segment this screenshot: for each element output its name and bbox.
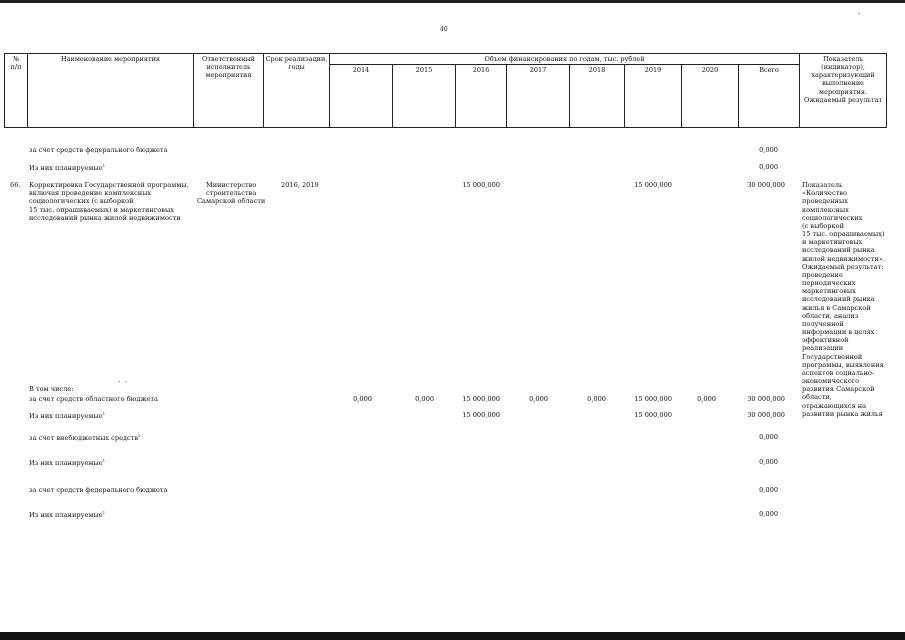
- federal-planned-label: Из них планируемые$^1$: [29, 510, 106, 520]
- regional-2018: 0,000: [587, 395, 606, 403]
- col-year-2016: 2016: [456, 65, 507, 128]
- federal-planned-total: 0,000: [759, 510, 778, 518]
- regional-2015: 0,000: [415, 395, 434, 403]
- scan-speck: ': [858, 12, 860, 20]
- extra-total: 0,000: [759, 433, 778, 441]
- regional-label: за счет средств областного бюджета: [29, 395, 158, 403]
- item-indicator: Показатель «Количество проведенных комплексных социологических (с выборкой 15 тыс. опрашиваемых) и маркетинговых исследований рынка жилой недвижимости». Ожидаемый результат: проведение периодических маркетинговых исследований рынка жилья в Самарской области, анализ полученной информации в целях эффективной реализации Государственной программы, выявления аспектов социально- экономического развития Самарской области, отражающихся на развитии рынка жилья: [802, 181, 885, 418]
- item-number: 66.: [10, 181, 21, 189]
- scan-speck: ` ´: [118, 381, 128, 389]
- col-name: Наименование мероприятия: [28, 54, 194, 128]
- col-year-2020: 2020: [682, 65, 739, 128]
- regional-planned-label: Из них планируемые$^1$: [29, 411, 106, 421]
- regional-planned-2016: 15 000,000: [462, 411, 500, 419]
- item-value-2019: 15 000,000: [634, 181, 672, 189]
- regional-planned-2019: 15 000,000: [634, 411, 672, 419]
- item-period: 2016, 2019: [281, 181, 319, 189]
- col-total: Всего: [739, 65, 800, 128]
- col-period: Срок реализации, годы: [264, 54, 330, 128]
- item-name: Корректировка Государственной программы, включая проведение комплексных социологических (с выборкой 15 тыс. опрашиваемых) и маркетинговых исследований рынка жилой недвижимости: [29, 181, 189, 222]
- table-header: [4, 53, 887, 128]
- row-label: Из них планируемые$^1$: [29, 163, 106, 173]
- item-total: 30 000,000: [747, 181, 785, 189]
- regional-2016: 15 000,000: [462, 395, 500, 403]
- regional-2014: 0,000: [353, 395, 372, 403]
- scan-top-border: [0, 0, 905, 3]
- scan-bottom-border: [0, 632, 905, 640]
- item-executor: Министерство строительства Самарской области: [197, 181, 266, 206]
- regional-2020: 0,000: [697, 395, 716, 403]
- regional-2017: 0,000: [529, 395, 548, 403]
- federal-label: за счет средств федерального бюджета: [29, 486, 168, 494]
- regional-planned-total: 30 000,000: [747, 411, 785, 419]
- row-total: 0,000: [759, 146, 778, 154]
- col-funding: Объем финансирования по годам, тыс. рублей: [330, 54, 800, 65]
- regional-total: 30 000,000: [747, 395, 785, 403]
- col-year-2017: 2017: [507, 65, 570, 128]
- row-total: 0,000: [759, 163, 778, 171]
- col-indicator: Показатель (индикатор), характеризующий выполнение мероприятия. Ожидаемый результат: [800, 54, 887, 128]
- extra-planned-label: Из них планируемые$^1$: [29, 458, 106, 468]
- federal-total: 0,000: [759, 486, 778, 494]
- col-year-2014: 2014: [330, 65, 393, 128]
- col-year-2019: 2019: [625, 65, 682, 128]
- item-value-2016: 15 000,000: [462, 181, 500, 189]
- col-year-2015: 2015: [393, 65, 456, 128]
- extra-planned-total: 0,000: [759, 458, 778, 466]
- row-label: за счет средств федерального бюджета: [29, 146, 168, 154]
- col-number: № п/п: [5, 54, 28, 128]
- page-number: 40: [440, 26, 448, 33]
- col-year-2018: 2018: [570, 65, 625, 128]
- regional-2019: 15 000,000: [634, 395, 672, 403]
- in-that-number: В том числе:: [29, 385, 74, 393]
- extra-label: за счет внебюджетных средств$^2$: [29, 433, 141, 443]
- col-executor: Ответственный исполнитель мероприятия: [194, 54, 264, 128]
